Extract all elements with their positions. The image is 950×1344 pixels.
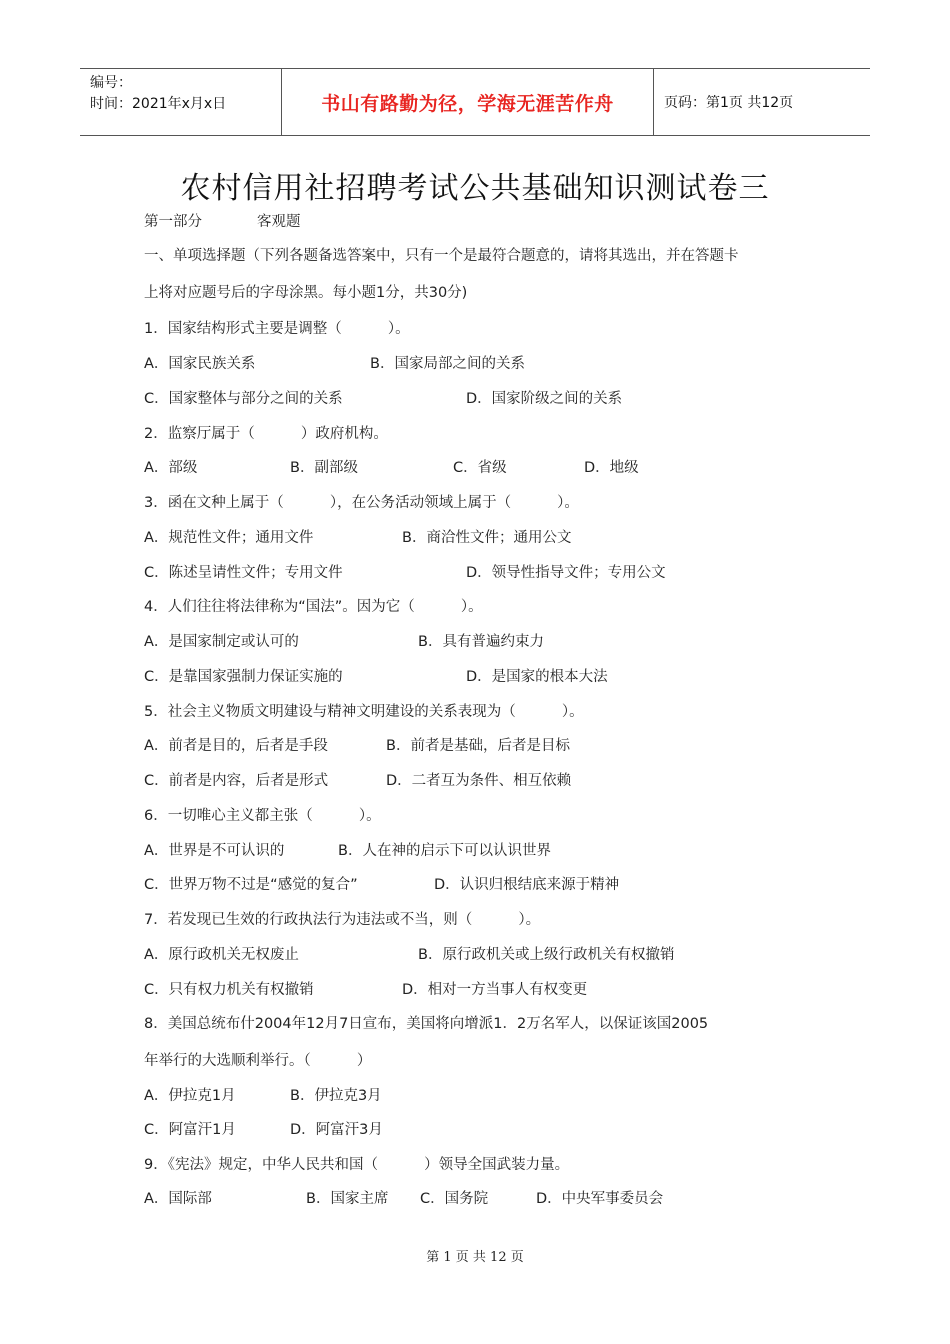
question-option: D．二者互为条件、相互依赖 (386, 773, 572, 789)
question-option: D．认识归根结底来源于精神 (434, 877, 620, 893)
document-title: 农村信用社招聘考试公共基础知识测试卷三 (180, 171, 770, 206)
question-stem: 4．人们往往将法律称为“国法”。因为它（ ）。 (144, 599, 483, 615)
header-page-info: 页码：第1页 共12页 (664, 95, 794, 111)
question-stem: 9．《宪法》规定，中华人民共和国（ ）领导全国武装力量。 (144, 1157, 570, 1173)
number-label: 编号： (90, 75, 132, 91)
question-stem: 2．监察厅属于（ ）政府机构。 (144, 426, 388, 442)
question-option: C．阿富汗1月 (144, 1122, 236, 1138)
question-option: C．世界万物不过是“感觉的复合” (144, 877, 358, 893)
question-option: B．人在神的启示下可以认识世界 (338, 843, 551, 859)
question-option: D．相对一方当事人有权变更 (402, 982, 588, 998)
question-stem: 7．若发现已生效的行政执法行为违法或不当，则（ ）。 (144, 912, 541, 928)
question-option: D．国家阶级之间的关系 (466, 391, 623, 407)
question-stem: 6．一切唯心主义都主张（ ）。 (144, 808, 381, 824)
question-option: C．国务院 (420, 1191, 489, 1207)
page-footer: 第 1 页 共 12 页 (426, 1250, 524, 1265)
page-header (80, 68, 870, 136)
part-name: 客观题 (257, 214, 301, 230)
question-stem: 3．函在文种上属于（ ），在公务活动领域上属于（ ）。 (144, 495, 579, 511)
question-option: D．阿富汗3月 (290, 1122, 383, 1138)
date-label: 时间：2021年x月x日 (90, 96, 227, 112)
question-stem-continued: 年举行的大选顺利举行。（ ） (144, 1053, 372, 1069)
question-option: A．原行政机关无权废止 (144, 947, 299, 963)
question-option: D．是国家的根本大法 (466, 669, 608, 685)
question-option: A．国际部 (144, 1191, 212, 1207)
question-option: A．前者是目的，后者是手段 (144, 738, 328, 754)
question-option: B．国家主席 (306, 1191, 389, 1207)
question-option: B．国家局部之间的关系 (370, 356, 525, 372)
question-option: A．是国家制定或认可的 (144, 634, 299, 650)
question-option: C．只有权力机关有权撤销 (144, 982, 314, 998)
question-option: C．国家整体与部分之间的关系 (144, 391, 343, 407)
section-instructions-line1: 一、单项选择题（下列各题备选答案中，只有一个是最符合题意的，请将其选出，并在答题卡 (144, 248, 739, 264)
question-option: A．部级 (144, 460, 198, 476)
part-label: 第一部分 (144, 214, 202, 230)
question-option: B．前者是基础，后者是目标 (386, 738, 570, 754)
question-option: B．商洽性文件；通用公文 (402, 530, 572, 546)
question-option: A．世界是不可认识的 (144, 843, 285, 859)
question-option: D．地级 (584, 460, 639, 476)
section-instructions-line2: 上将对应题号后的字母涂黑。每小题1分，共30分) (144, 285, 468, 301)
question-option: B．副部级 (290, 460, 358, 476)
header-meta (80, 69, 281, 135)
question-option: D．中央军事委员会 (536, 1191, 664, 1207)
question-stem: 8．美国总统布什2004年12月7日宣布，美国将向增派1．2万名军人，以保证该国2005 (144, 1016, 709, 1032)
question-option: B．伊拉克3月 (290, 1088, 382, 1104)
question-option: A．规范性文件；通用文件 (144, 530, 314, 546)
question-option: C．陈述呈请性文件；专用文件 (144, 565, 343, 581)
question-option: B．原行政机关或上级行政机关有权撤销 (418, 947, 675, 963)
question-stem: 1．国家结构形式主要是调整（ ）。 (144, 321, 410, 337)
question-option: B．具有普遍约束力 (418, 634, 544, 650)
question-option: C．前者是内容，后者是形式 (144, 773, 329, 789)
question-stem: 5．社会主义物质文明建设与精神文明建设的关系表现为（ ）。 (144, 704, 584, 720)
question-option: A．伊拉克1月 (144, 1088, 236, 1104)
question-option: C．是靠国家强制力保证实施的 (144, 669, 343, 685)
question-option: C．省级 (453, 460, 507, 476)
question-option: A．国家民族关系 (144, 356, 256, 372)
part-heading (144, 212, 301, 232)
header-motto: 书山有路勤为径，学海无涯苦作舟 (281, 69, 654, 135)
question-option: D．领导性指导文件；专用公文 (466, 565, 666, 581)
